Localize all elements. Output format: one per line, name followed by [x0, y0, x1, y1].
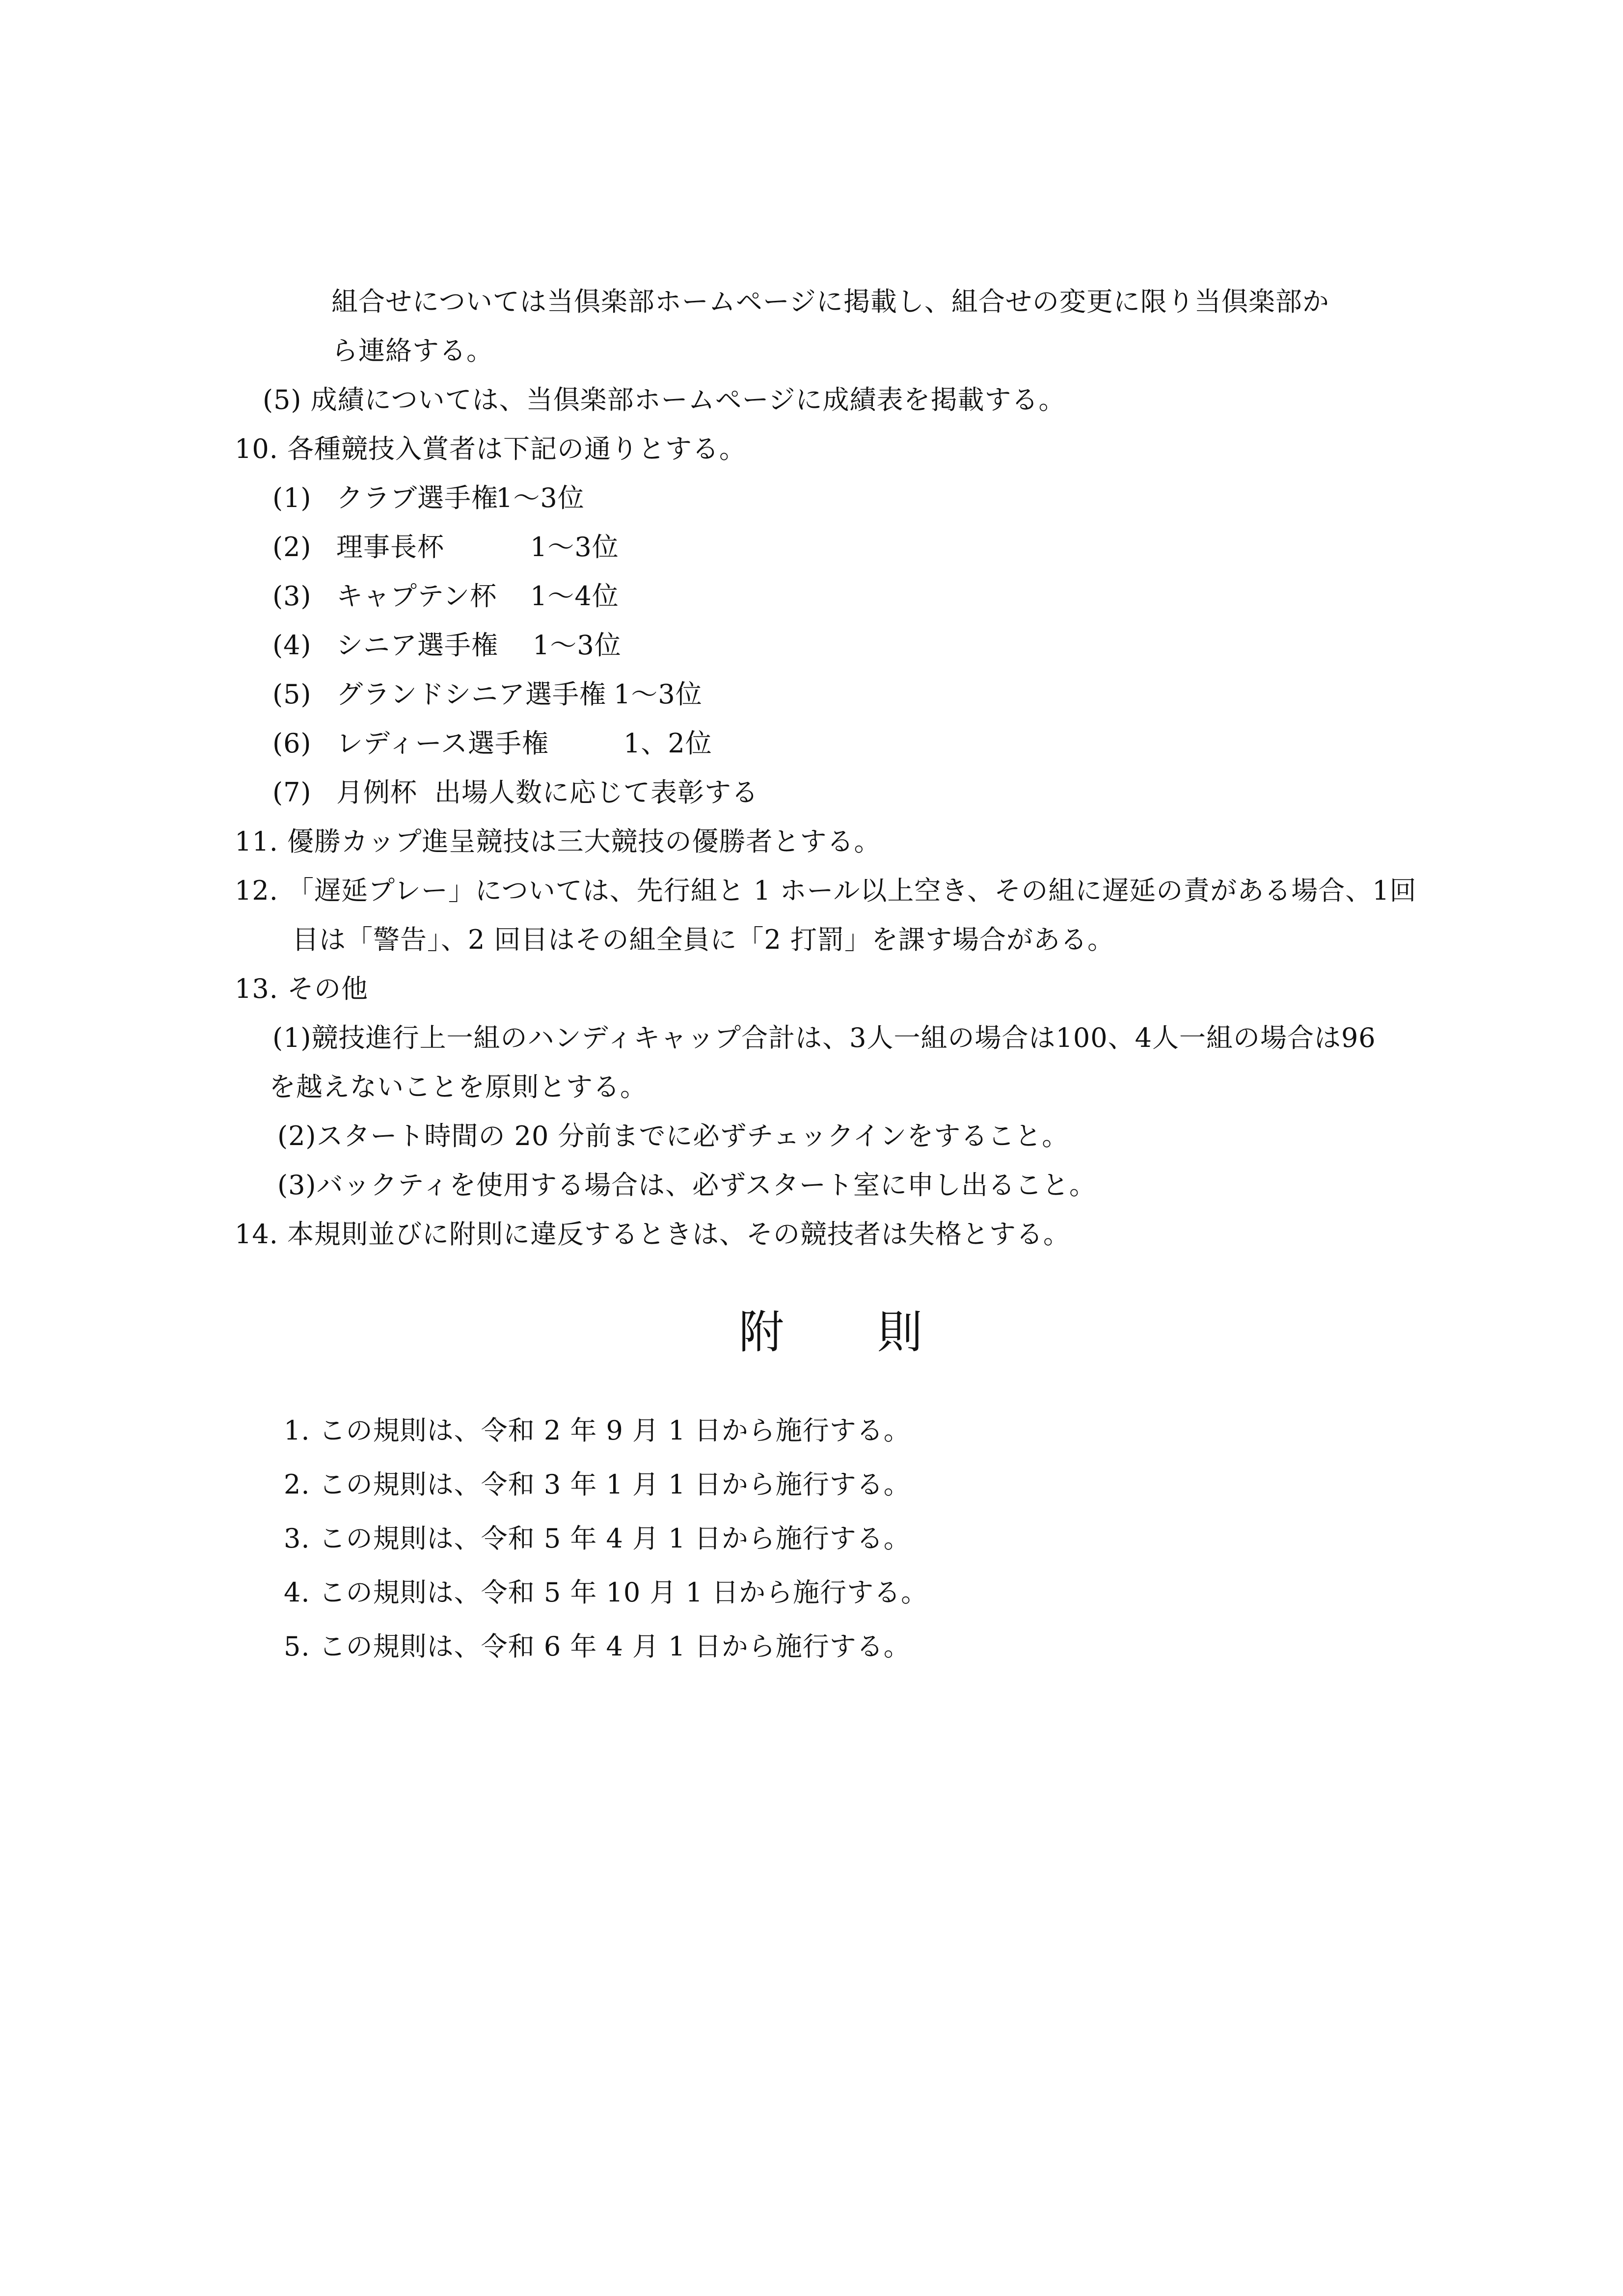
prize-rank: 1、2位: [623, 728, 712, 759]
appendix-title: 附 則: [739, 1306, 924, 1359]
section-13-item-1-line-1: (1)競技進行上一組のハンディキャップ合計は、3人一組の場合は100、4人一組の場合は96: [272, 1022, 1376, 1053]
prize-name: キャプテン杯: [336, 581, 497, 612]
prize-name: シニア選手権: [336, 630, 498, 661]
prize-name: 月例杯: [336, 777, 417, 808]
prize-number: (3): [272, 581, 312, 612]
section-12-line-2: 目は「警告」、2 回目はその組全員に「2 打罰」を課す場合がある。: [292, 924, 1115, 955]
section-14: 14. 本規則並びに附則に違反するときは、その競技者は失格とする。: [235, 1219, 1071, 1250]
intro-line-2: ら連絡する。: [331, 335, 493, 366]
appendix-item: 3. この規則は、令和 5 年 4 月 1 日から施行する。: [284, 1523, 911, 1554]
appendix-item: 2. この規則は、令和 3 年 1 月 1 日から施行する。: [284, 1469, 911, 1500]
prize-rank: 1～3位: [614, 679, 703, 710]
item-9-5: (5) 成績については、当倶楽部ホームページに成績表を掲載する。: [263, 384, 1066, 415]
section-13-title: 13. その他: [235, 973, 369, 1004]
intro-line-1: 組合せについては当倶楽部ホームページに掲載し、組合せの変更に限り当倶楽部か: [331, 286, 1329, 317]
appendix-item: 1. この規則は、令和 2 年 9 月 1 日から施行する。: [284, 1415, 911, 1446]
section-11: 11. 優勝カップ進呈競技は三大競技の優勝者とする。: [235, 826, 881, 857]
prize-rank: 出場人数に応じて表彰する: [434, 777, 758, 808]
prize-number: (6): [272, 728, 312, 759]
prize-rank: 1～3位: [533, 630, 622, 661]
prize-rank: 1～4位: [530, 581, 619, 612]
prize-name: 理事長杯: [336, 532, 444, 562]
prize-number: (4): [272, 630, 312, 661]
appendix-item: 5. この規則は、令和 6 年 4 月 1 日から施行する。: [284, 1631, 911, 1662]
section-12-line-1: 12. 「遅延プレー」については、先行組と 1 ホール以上空き、その組に遅延の責がある場合、1回: [235, 875, 1417, 906]
section-13-item-3: (3)バックティを使用する場合は、必ずスタート室に申し出ること。: [277, 1170, 1097, 1201]
prize-number: (7): [272, 777, 312, 808]
prize-number: (2): [272, 532, 312, 562]
appendix-item: 4. この規則は、令和 5 年 10 月 1 日から施行する。: [284, 1577, 928, 1608]
prize-number: (1): [272, 482, 312, 513]
section-13-item-2: (2)スタート時間の 20 分前までに必ずチェックインをすること。: [277, 1121, 1069, 1151]
prize-name: グランドシニア選手権: [336, 679, 606, 710]
prize-rank: 1～3位: [530, 532, 619, 562]
section-10-title: 10. 各種競技入賞者は下記の通りとする。: [235, 433, 747, 464]
prize-number: (5): [272, 679, 312, 710]
prize-name: レディース選手権: [336, 728, 549, 759]
prize-rank: 1～3位: [496, 482, 585, 513]
prize-name: クラブ選手権: [336, 482, 498, 513]
section-13-item-1-line-2: を越えないことを原則とする。: [269, 1071, 647, 1102]
